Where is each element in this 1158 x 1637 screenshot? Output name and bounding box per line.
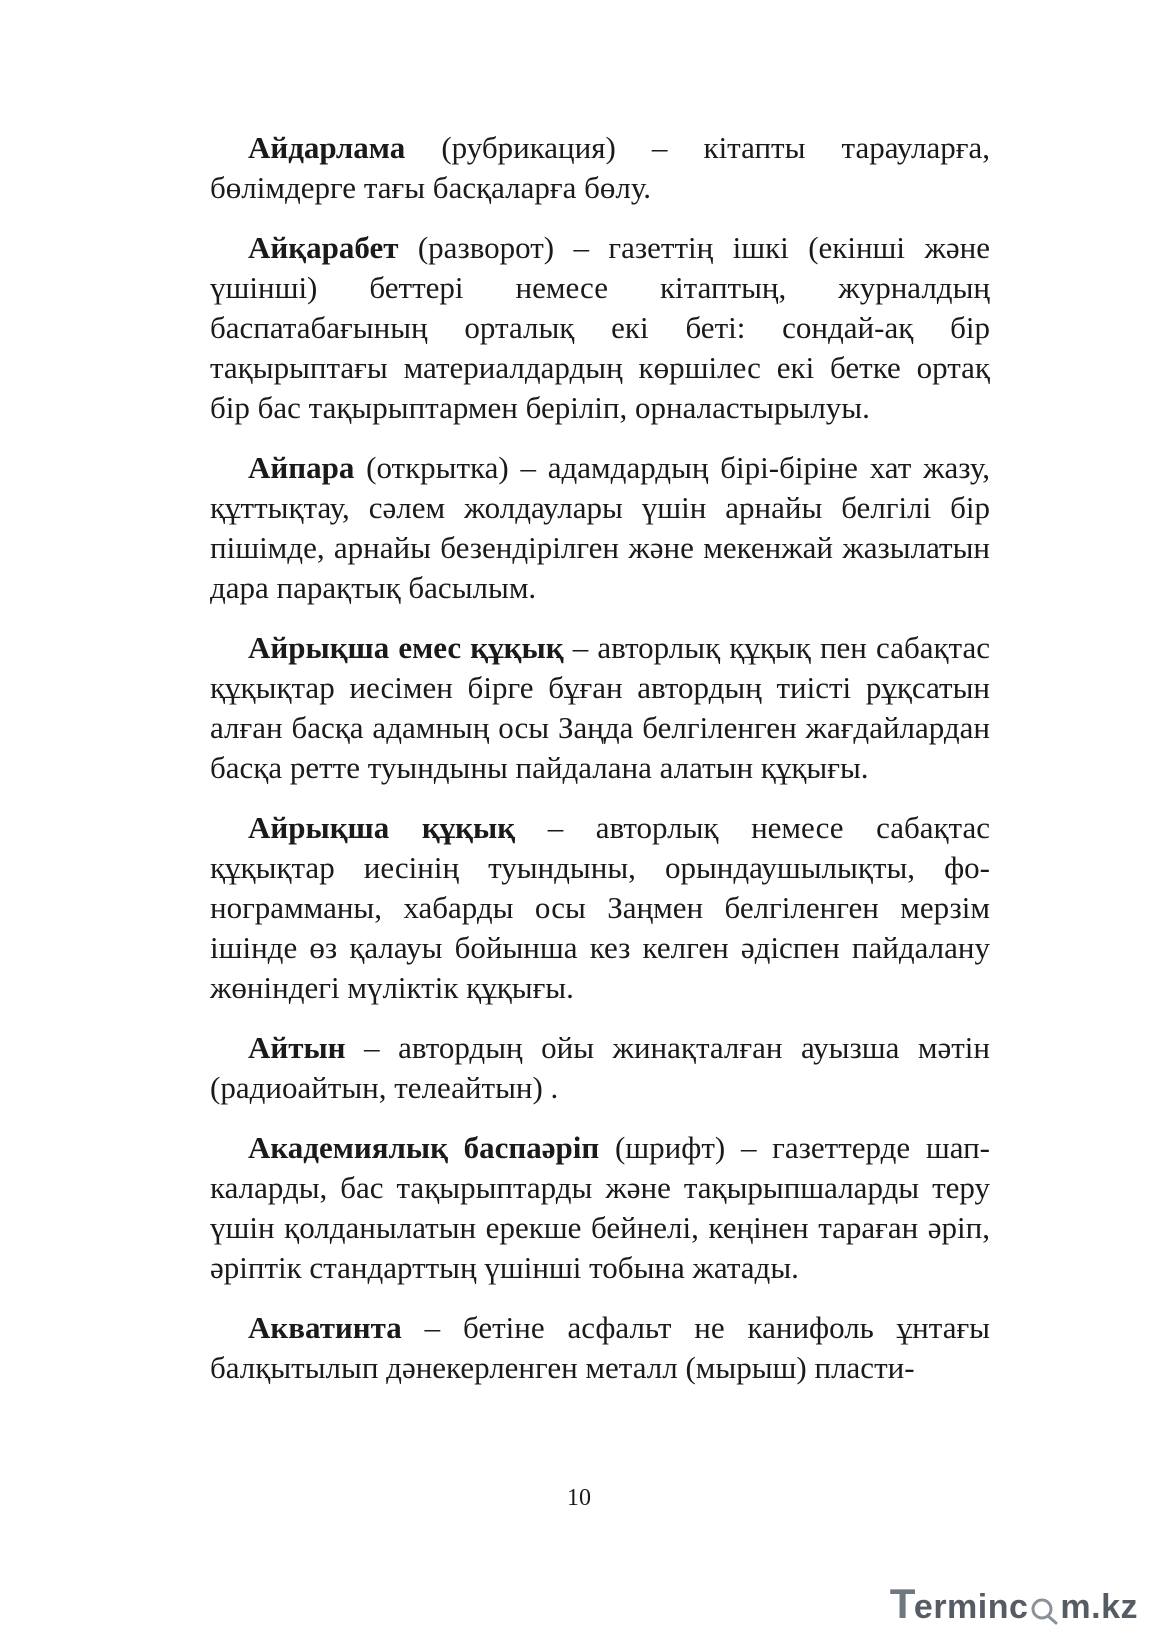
termincom-watermark: [890, 1581, 1138, 1625]
entry-term: Айқарабет: [248, 230, 399, 265]
watermark-prefix: T: [889, 1580, 916, 1627]
entry-aiqarabet: [210, 228, 990, 428]
entry-aityn: [210, 1028, 990, 1108]
entry-airyqsha-emes-quqyq: [210, 628, 990, 788]
entry-term: Айрықша емес құқық: [248, 630, 564, 665]
entry-akvatinta: [210, 1308, 990, 1388]
entry-term: Айтын: [248, 1030, 346, 1065]
entry-body: – авторлық немесе сабақтас құқықтар иесінің туындыны, орындаушылықты, фонограмманы, хабарды осы Заңмен белгіленген мерзім ішінде өз қалауы бойынша кез келген әдіспен пайдалану жөніндегі мүліктік құқығы.: [210, 810, 991, 1005]
magnifier-o-icon: [1029, 1595, 1059, 1625]
entry-body: (рубрикация) – кітапты тарауларға, бөлімдерге тағы басқаларға бөлу.: [210, 130, 990, 205]
entry-term: Айдарлама: [248, 130, 406, 165]
entry-body: (открытка) – адамдардың бірі-біріне хат жазу, құттықтау, сәлем жолдаулары үшін арнайы белгілі бір пішімде, арнайы безендірілген және мекенжай жазылатын дара парақтық басылым.: [210, 450, 990, 605]
entry-body: (разворот) – газеттің ішкі (екінші және үшінші) беттері немесе кітаптың, журналдың баспатабағының орталық екі беті: сондай-ақ бір тақырыптағы материалдардың көршілес екі бетке ортақ бір бас тақырыптармен беріліп, орналастырылуы.: [210, 230, 990, 425]
magnifier-o-svg: [1029, 1595, 1059, 1625]
entry-aipara: [210, 448, 990, 608]
entry-term: Айпара: [248, 450, 355, 485]
page-number: 10: [567, 1485, 591, 1511]
entry-aidarlama: [210, 128, 990, 208]
entry-body: (шрифт) – газеттерде шапкаларды, бас тақырыптарды және тақырыпшаларды теру үшін қолданылатын ерекше бейнелі, кеңінен тараған әріп, әріптік стандарттың үшінші тобына жатады.: [210, 1130, 990, 1285]
page-text: [210, 128, 990, 1408]
watermark-part2: m.kz: [1060, 1588, 1138, 1626]
entry-term: Академиялық баспаәріп: [248, 1130, 600, 1165]
entry-akademiyalyq-baspaarip: [210, 1128, 990, 1288]
entry-airyqsha-quqyq: [210, 808, 990, 1008]
entry-body: – бетіне асфальт не канифоль ұнтағы балқытылып дәнекерленген металл (мырыш) пласти-: [210, 1310, 990, 1385]
entry-term: Айрықша құқық: [248, 810, 516, 845]
entry-term: Акватинта: [248, 1310, 402, 1345]
watermark-part1: erminc: [913, 1588, 1029, 1626]
entry-body: – автордың ойы жинақталған ауызша мәтін (радиоайтын, телеайтын) .: [210, 1030, 990, 1105]
entry-body: – авторлық құқық пен сабақтас құқықтар иесімен бірге бұған автордың тиісті рұқсатын алған басқа адамның осы Заңда белгіленген жағдайлардан басқа ретте туындыны пайдалана алатын құқығы.: [210, 630, 990, 785]
